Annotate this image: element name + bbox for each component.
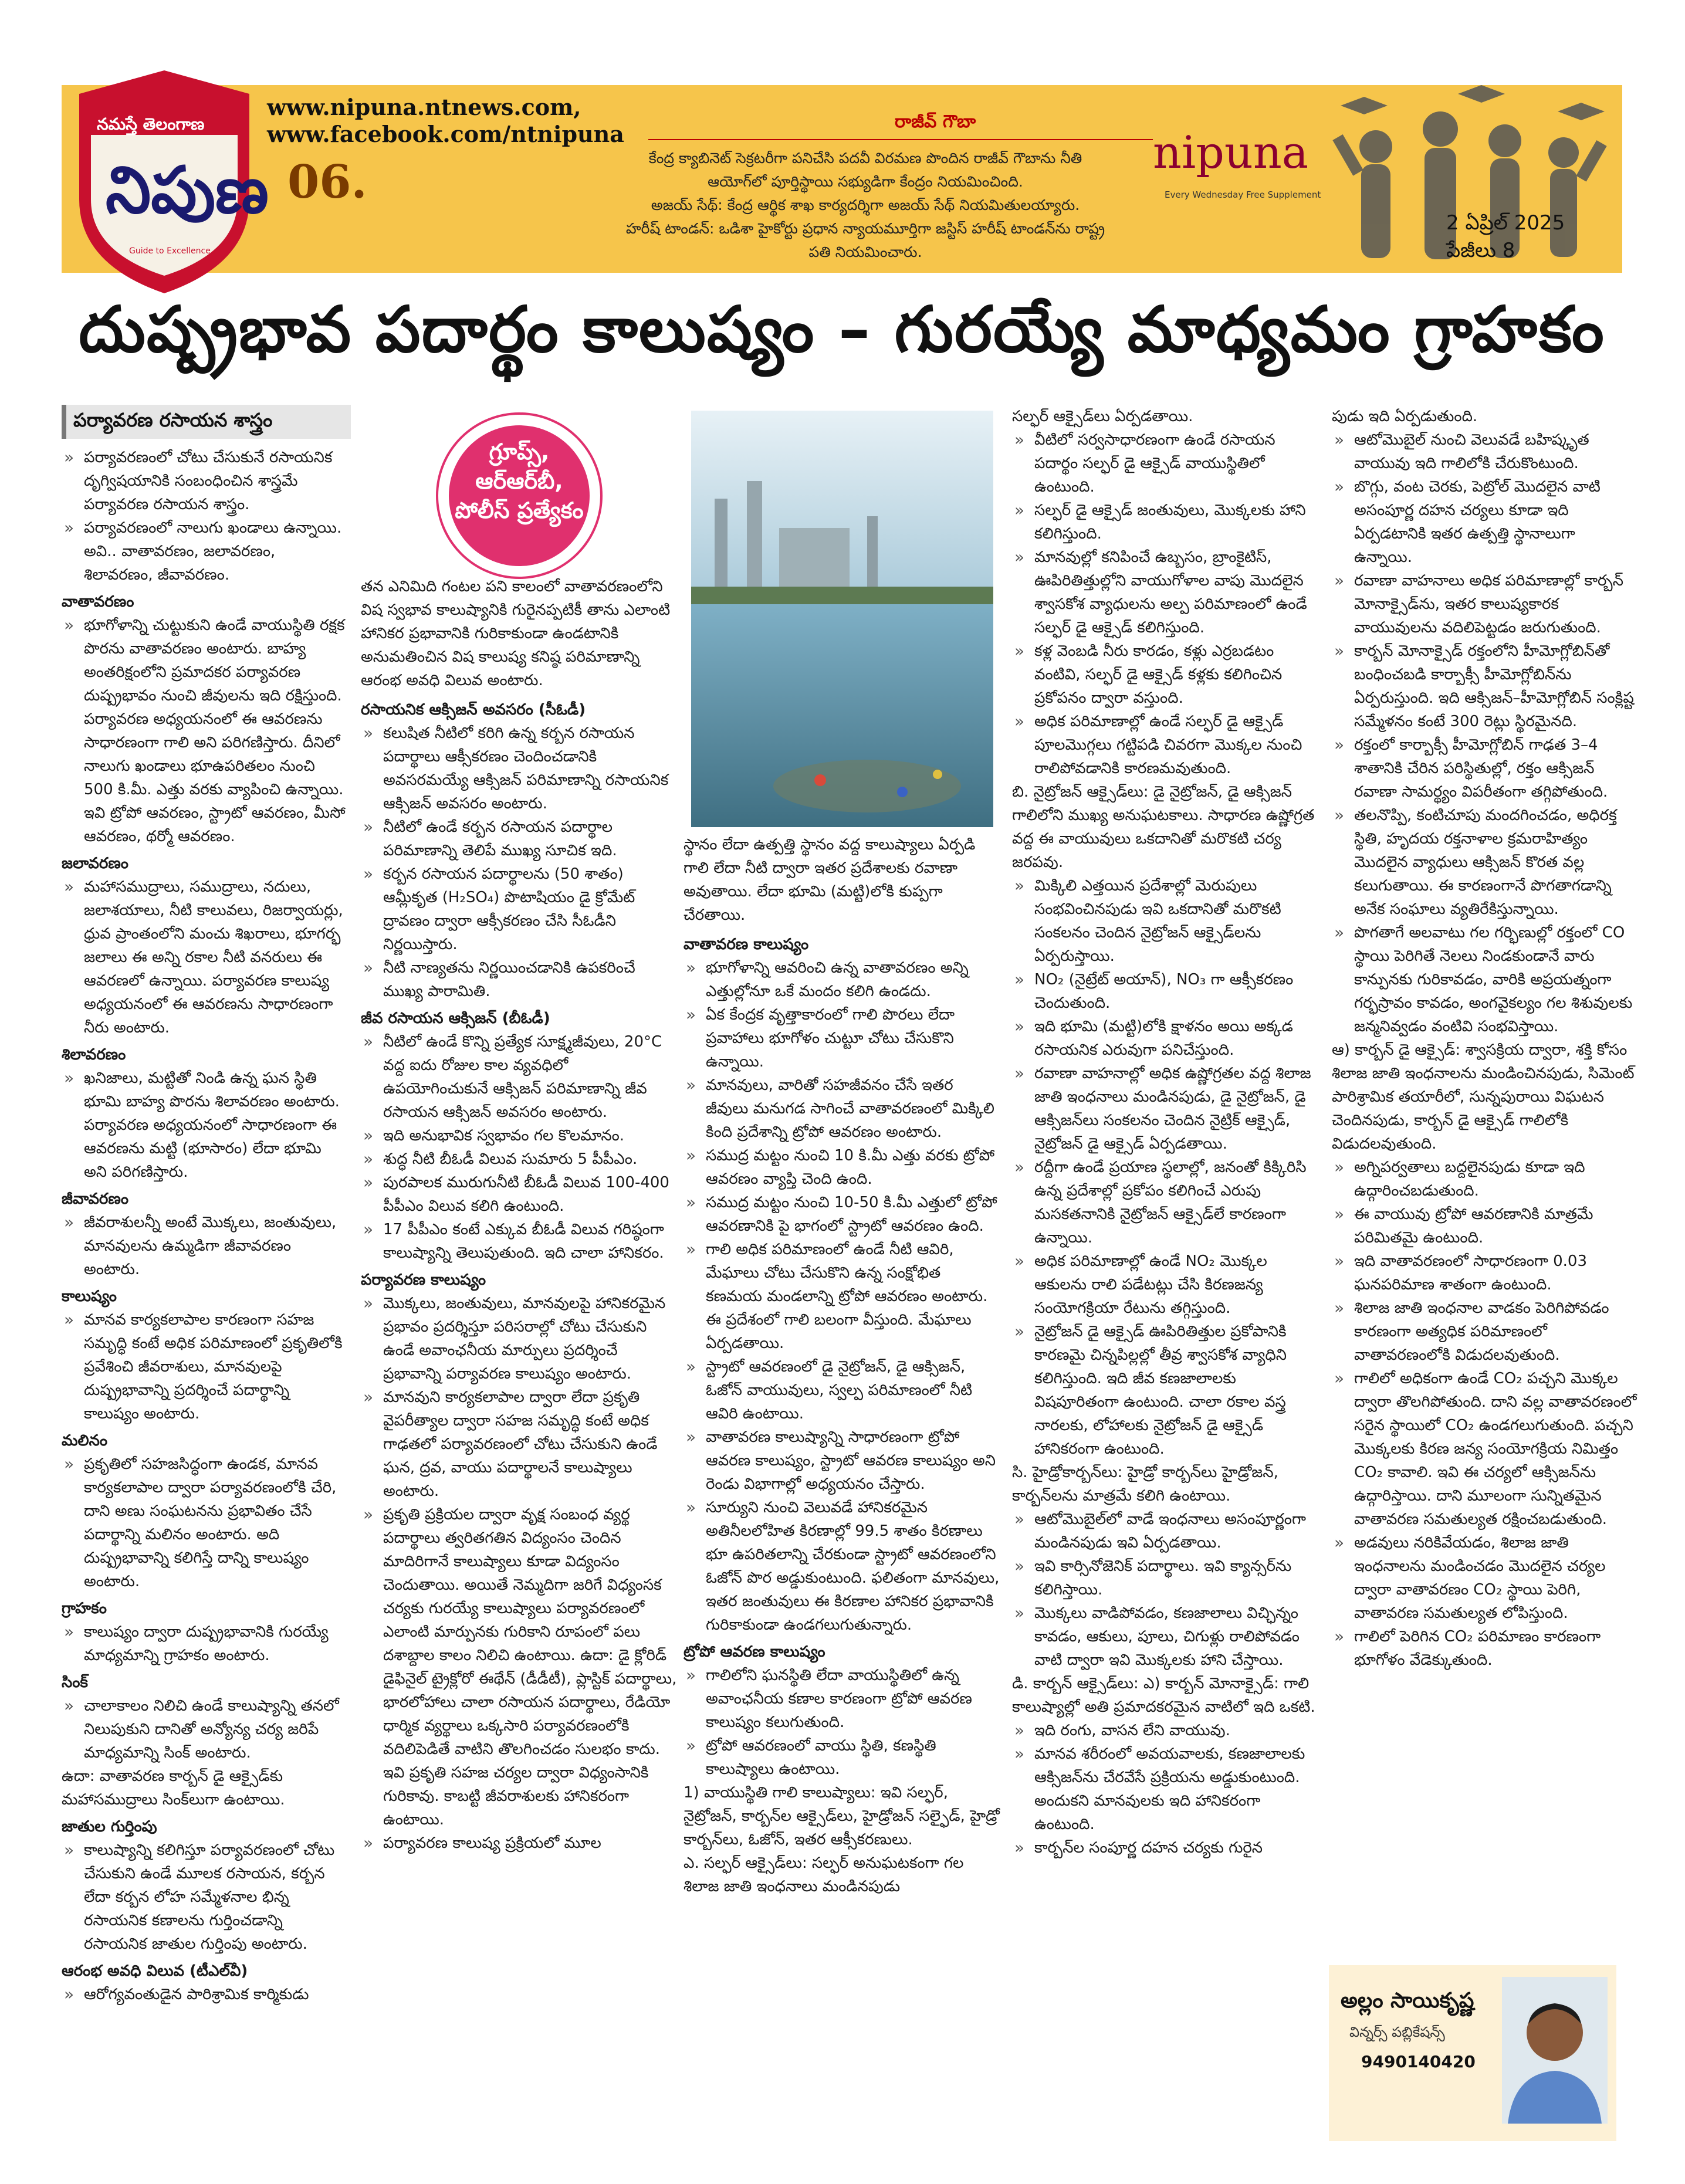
author-photo <box>1502 1977 1608 2124</box>
paragraph: ఉదా: వాతావరణ కార్బన్ డై ఆక్సైడ్‌కు మహాసముద్రాలు సింక్‌లుగా ఉంటాయి. <box>62 1767 285 1809</box>
author-phone: 9490140420 <box>1361 2052 1476 2071</box>
paragraph: పుడు ఇది ఏర్పడుతుంది. <box>1332 408 1478 425</box>
bullet-paragraph: » ప్రకృతి ప్రక్రియల ద్వారా వృక్ష సంబంధ వ్యర్థ పదార్థాలు త్వరితగతిన విద్యంసం చెందిన మాదిరిగానే కాలుష్యాలు కూడా విద్యంసం చెందుతాయి. అయితే నెమ్మదిగా జరిగే విధ్యంసక చర్యకు గురయ్యే కాలుష్యాలు పర్యావరణంలో ఎలాంటి మార్పునకు గురికాని రూపంలో పలు దశాబ్దాల కాలం నిలిచి ఉంటాయి. ఉదా: డై క్లోరిడ్ డైఫినైల్ ట్రైక్లోరో ఈథేన్ (డీడీటీ), ప్లాస్టిక్ పదార్థాలు, భారలోహాలు చాలా రసాయన పదార్థాలు, రేడియో ధార్మిక వ్యర్థాలు ఒక్కసారి పర్యావరణంలోకి వదిలిపెడితే వాటిని తొలగించడం సులభం కాదు. ఇవి ప్రకృతి సహజ చర్యల ద్వారా విధ్యంసానికి గురికావు. కాబట్టి జీవరాశులకు హానికరంగా ఉంటాయి. <box>361 1503 678 1831</box>
web-link[interactable]: www.nipuna.ntnews.com, <box>267 94 581 120</box>
article-column-3-top: స్థానం లేదా ఉత్పత్తి స్థానం వద్ద కాలుష్యాలు ఏర్పడి గాలి లేదా నీటి ద్వారా ఇతర ప్రదేశాలకు రవాణా అవుతాయి. లేదా భూమి (మట్టి)లోకి కుప్పగా చేరతాయి. <box>684 836 976 924</box>
bullet-paragraph: » పొగతాగే అలవాటు గల గర్భిణుల్లో రక్తంలో CO స్థాయి పెరిగితే నెలలు నిండకుండానే వారు కాన్పునకు గురికావడం, వారికి అప్రయత్నంగా గర్భస్రావం కావడం, అంగవైకల్యం గల శిశువులకు జన్మనివ్వడం వంటివి సంభవిస్తాయి. <box>1332 921 1637 1038</box>
paragraph: సల్ఫర్ ఆక్సైడ్‌లు ఏర్పడతాయి. <box>1012 408 1193 425</box>
bullet-paragraph: » నీటి నాణ్యతను నిర్ణయించడానికి ఉపకరించే ముఖ్య పారామితి. <box>361 956 678 1003</box>
subheading: ట్రోపో ఆవరణ కాలుష్యం <box>684 1643 825 1661</box>
paragraph: 1) వాయుస్థితి గాలి కాలుష్యాలు: ఇవి సల్ఫర్, నైట్రోజన్, కార్బన్‌ల ఆక్సైడ్‌లు, హైడ్రోజన్ సల్ఫైడ్, హైడ్రో కార్బన్‌లు, ఓజోన్, ఇతర ఆక్సీకరణులు. <box>684 1784 1000 1848</box>
bullet-paragraph: » నైట్రోజన్ డై ఆక్సైడ్ ఊపిరితిత్తుల ప్రకోపానికి కారణమై చిన్నపిల్లల్లో తీవ్ర శ్వాసకోశ వ్యాధిని కలిగిస్తుంది. ఇది జీవ కణజాలాలకు విషపూరితంగా ఉంటుంది. చాలా రకాల వస్త్ర నారలకు, లోహాలకు నైట్రోజన్ డై ఆక్సైడ్ హానికరంగా ఉంటుంది. <box>1012 1320 1317 1461</box>
news-brief-heading: రాజీవ్ గౌబా <box>895 111 976 132</box>
bullet-paragraph: » రవాణా వాహనాల్లో అధిక ఉష్ణోగ్రతల వద్ద శిలాజ జాతి ఇంధనాలు మండినపుడు, డై నైట్రోజన్, డై ఆక్సిజన్‌లు సంకలనం చెందిన నైట్రిక్ ఆక్సైడ్, నైట్రోజన్ డై ఆక్సైడ్ ఏర్పడతాయి. <box>1012 1062 1317 1156</box>
polluted-lake-photo <box>691 411 993 827</box>
bullet-paragraph: » కార్బన్ మోనాక్సైడ్ రక్తంలోని హీమోగ్లోబిన్‌తో బంధించబడి కార్బాక్సీ హీమోగ్లోబిన్‌ను ఏర్పరుస్తుంది. ఇది ఆక్సిజన్–హీమోగ్లోబిన్ సంక్లిష్ట సమ్మేళనం కంటే 300 రెట్లు స్థిరమైనది. <box>1332 639 1637 733</box>
bullet-paragraph: » ఖనిజాలు, మట్టితో నిండి ఉన్న ఘన స్థితి భూమి బాహ్య పొరను శిలావరణం అంటారు. పర్యావరణ అధ్యయనంలో సాధారణంగా ఈ ఆవరణను మట్టి (భూసారం) లేదా భూమి అని పరిగణిస్తారు. <box>62 1066 346 1184</box>
subheading: జలావరణం <box>62 855 128 872</box>
bullet-paragraph: » భూగోళాన్ని చుట్టుకుని ఉండే వాయుస్థితి రక్షక పొరను వాతావరణం అంటారు. బాహ్య అంతరిక్షంలోని ప్రమాదకర పర్యావరణ దుష్ప్రభావం నుంచి జీవులను ఇది రక్షిస్తుంది. పర్యావరణ అధ్యయనంలో ఈ ఆవరణను సాధారణంగా గాలి అని పరిగణిస్తారు. దీనిలో నాలుగు ఖండాలు భూఉపరితలం నుంచి 500 కి.మీ. ఎత్తు వరకు వ్యాపించి ఉన్నాయి. ఇవి ట్రోపో ఆవరణం, స్ట్రాటో ఆవరణం, మీసో ఆవరణం, థర్మో ఆవరణం. <box>62 614 346 848</box>
bullet-paragraph: » కార్బన్‌ల సంపూర్ణ దహన చర్యకు గురైన <box>1012 1836 1317 1860</box>
bullet-paragraph: » గాలి అధిక పరిమాణంలో ఉండే నీటి ఆవిరి, మేఘాలు చోటు చేసుకొని ఉన్న సంక్షోభిత కణమయ మండలాన్ని ట్రోపో ఆవరణం అంటారు. ఈ ప్రదేశంలో గాలి బలంగా వీస్తుంది. మేఘాలు ఏర్పడతాయి. <box>684 1238 1000 1355</box>
nipuna-wordmark: nipuna <box>1153 126 1309 178</box>
bullet-paragraph: » ఇది వాతావరణంలో సాధారణంగా 0.03 ఘనపరిమాణ శాతంగా ఉంటుంది. <box>1332 1250 1637 1296</box>
bullet-paragraph: » ఇవి కార్సినోజెనిక్ పదార్థాలు. ఇవి క్యాన్సర్‌ను కలిగిస్తాయి. <box>1012 1555 1317 1601</box>
bullet-paragraph: » రవాణా వాహనాలు అధిక పరిమాణాల్లో కార్బన్ మోనాక్సైడ్‌ను, ఇతర కాలుష్యకారక వాయువులను వదిలిపెట్టడం జరుగుతుంది. <box>1332 569 1637 639</box>
section-title: పర్యావరణ రసాయన శాస్త్రం <box>73 409 273 431</box>
bullet-paragraph: » శుద్ధ నీటి బీఓడీ విలువ సుమారు 5 పీపీఎం. <box>361 1147 678 1171</box>
article-column-2-top: తన ఎనిమిది గంటల పని కాలంలో వాతావరణంలోని విష స్వభావ కాలుష్యానికి గురైనప్పటికీ తాను ఎలాంటి హానికర ప్రభావానికి గురికాకుండా ఉండటానికి అనుమతించిన విష కాలుష్య కనిష్ఠ పరిమాణాన్ని ఆరంభ అవధి విలువ అంటారు. <box>361 578 671 689</box>
article-column-2 <box>361 695 678 1855</box>
bullet-paragraph: » మానవ శరీరంలో అవయవాలకు, కణజాలాలకు ఆక్సిజన్‌ను చేరవేసే ప్రక్రియను అడ్డుకుంటుంది. అందుకని మానవులకు ఇది హానికరంగా ఉంటుంది. <box>1012 1742 1317 1836</box>
bullet-paragraph: » బొగ్గు, వంట చెరకు, పెట్రోల్ మొదలైన వాటి అసంపూర్ణ దహన చర్యలు కూడా ఇది ఏర్పడటానికి ఇతర ఉత్పత్తి స్థానాలుగా ఉన్నాయి. <box>1332 475 1637 569</box>
bullet-paragraph: » మానవుని కార్యకలాపాల ద్వారా లేదా ప్రకృతి వైపరీత్యాల ద్వారా సహజ సమృద్ధి కంటే అధిక గాఢతలో పర్యావరణంలో చోటు చేసుకుని ఉండే ఘన, ద్రవ, వాయు పదార్థాలనే కాలుష్యాలు అంటారు. <box>361 1386 678 1503</box>
badge-title: నిపుణ <box>106 153 269 228</box>
bullet-paragraph: » స్ట్రాటో ఆవరణంలో డై నైట్రోజన్, డై ఆక్సిజన్, ఓజోన్ వాయువులు, స్వల్ప పరిమాణంలో నీటి ఆవిరి ఉంటాయి. <box>684 1355 1000 1425</box>
paragraph: సి. హైడ్రోకార్బన్‌లు: హైడ్రో కార్బన్‌లు హైడ్రోజన్, కార్బన్‌లను మాత్రమే కలిగి ఉంటాయి. <box>1012 1464 1278 1505</box>
bullet-paragraph: » ట్రోపో ఆవరణంలో వాయు స్థితి, కణస్థితి కాలుష్యాలు ఉంటాయి. <box>684 1734 1000 1781</box>
bullet-paragraph: » NO₂ (నైట్రేట్ అయాన్), NO₃ గా ఆక్సీకరణం చెందుతుంది. <box>1012 968 1317 1015</box>
bullet-paragraph: » మానవుల్లో కనిపించే ఉబ్బసం, బ్రాంకైటిస్, ఊపిరితిత్తుల్లోని వాయుగోళాల వాపు మొదలైన శ్వాసకోశ వ్యాధులను అల్ప పరిమాణంలో ఉండే సల్ఫర్ డై ఆక్సైడ్ కలిగిస్తుంది. <box>1012 546 1317 639</box>
bullet-paragraph: » మొక్కలు వాడిపోవడం, కణజాలాలు విచ్ఛిన్నం కావడం, ఆకులు, పూలు, చిగుళ్లు రాలిపోవడం వాటి ద్వారా ఇవి మొక్కలకు హాని చేస్తాయి. <box>1012 1601 1317 1672</box>
bullet-paragraph: » అధిక పరిమాణాల్లో ఉండే సల్ఫర్ డై ఆక్సైడ్ పూలమొగ్గలు గట్టిపడి చివరగా మొక్కల నుంచి రాలిపోవడానికి కారణమవుతుంది. <box>1012 710 1317 780</box>
facebook-link[interactable]: www.facebook.com/ntnipuna <box>267 121 624 147</box>
bullet-paragraph: » పురపాలక మురుగునీటి బీఓడీ విలువ 100-400 పీపీఎం విలువ కలిగి ఉంటుంది. <box>361 1171 678 1218</box>
bullet-paragraph: » శిలాజ జాతి ఇంధనాల వాడకం పెరిగిపోవడం కారణంగా అత్యధిక పరిమాణంలో వాతావరణంలోకి విడుదలవుతుంది. <box>1332 1296 1637 1367</box>
bullet-paragraph: » కలుషిత నీటిలో కరిగి ఉన్న కర్బన రసాయన పదార్థాలు ఆక్సీకరణం చెందించడానికి అవసరమయ్యే ఆక్సిజన్ పరిమాణాన్ని రసాయనిక ఆక్సిజన్ అవసరం అంటారు. <box>361 722 678 815</box>
bullet-paragraph: » నీటిలో ఉండే కర్బన రసాయన పదార్థాల పరిమాణాన్ని తెలిపే ముఖ్య సూచిక ఇది. <box>361 815 678 862</box>
bullet-paragraph: » గాలిలో అధికంగా ఉండే CO₂ పచ్చని మొక్కల ద్వారా తొలగిపోతుంది. దాని వల్ల వాతావరణంలో సరైన స్థాయిలో CO₂ ఉండగలుగుతుంది. పచ్చని మొక్కలకు కిరణ జన్య సంయోగక్రియ నిమిత్తం CO₂ కావాలి. ఇవి ఈ చర్యలో ఆక్సిజన్‌ను ఉద్గారిస్తాయి. దాని మూలంగా సున్నితమైన వాతావరణ సమతుల్యత రక్షించబడుతుంది. <box>1332 1367 1637 1531</box>
bullet-paragraph: » సముద్ర మట్టం నుంచి 10-50 కి.మీ ఎత్తులో ట్రోపో ఆవరణానికి పై భాగంలో స్ట్రాటో ఆవరణం ఉంది. <box>684 1191 1000 1238</box>
author-organization: విన్నర్స్ పబ్లికేషన్స్ <box>1349 2024 1445 2040</box>
supplement-tagline: Every Wednesday Free Supplement <box>1165 189 1321 200</box>
bullet-paragraph: » ఏక కేంద్రక వృత్తాకారంలో గాలి పొరలు లేదా ప్రవాహాలు భూగోళం చుట్టూ చోటు చేసుకొని ఉన్నాయి. <box>684 1003 1000 1074</box>
bullet-paragraph: » కర్బన రసాయన పదార్థాలను (50 శాతం) ఆమ్లీకృత (H₂SO₄) పొటాషియం డై క్రోమేట్ ద్రావణం ద్వారా ఆక్సీకరణం చేసి సీఓడీని నిర్ణయిస్తారు. <box>361 862 678 956</box>
subheading: కాలుష్యం <box>62 1288 117 1305</box>
paragraph: ఎ. సల్ఫర్ ఆక్సైడ్‌లు: సల్ఫర్ అనుఘటకంగా గల శిలాజ జాతి ఇంధనాలు మండినపుడు <box>684 1854 964 1895</box>
subheading: జీవావరణం <box>62 1190 129 1208</box>
bullet-paragraph: » చాలాకాలం నిలిచి ఉండే కాలుష్యాన్ని తనలో నిలుపుకుని దానితో అన్యోన్య చర్య జరిపే మాధ్యమాన్ని సింక్ అంటారు. <box>62 1694 346 1765</box>
subheading: పర్యావరణ కాలుష్యం <box>361 1271 486 1289</box>
bullet-paragraph: » ఆరోగ్యవంతుడైన పారిశ్రామిక కార్మికుడు <box>62 1983 346 2006</box>
paragraph: డి. కార్బన్ ఆక్సైడ్‌లు: ఎ) కార్బన్ మోనాక్సైడ్: గాలి కాలుష్యాల్లో అతి ప్రమాదకరమైన వాటిలో ఇది ఒకటి. <box>1012 1675 1315 1716</box>
bullet-paragraph: » పర్యావరణ కాలుష్య ప్రక్రియలో మూల <box>361 1831 678 1855</box>
subheading: వాతావరణం <box>62 593 134 611</box>
bullet-paragraph: » అధిక పరిమాణాల్లో ఉండే NO₂ మొక్కల ఆకులను రాలి పడేటట్లు చేసి కిరణజన్య సంయోగక్రియా రేటును తగ్గిస్తుంది. <box>1012 1250 1317 1320</box>
bullet-paragraph: » కాలుష్యాన్ని కలిగిస్తూ పర్యావరణంలో చోటు చేసుకుని ఉండే మూలక రసాయన, కర్బన లేదా కర్బన లోహ సమ్మేళనాల భిన్న రసాయనిక కణాలను గుర్తించడాన్ని రసాయనిక జాతుల గుర్తింపు అంటారు. <box>62 1838 346 1956</box>
exam-special-text: గ్రూప్స్, ఆర్‌ఆర్‌బీ, పోలీస్ ప్రత్యేకం <box>455 439 584 523</box>
paragraph: ఆ) కార్బన్ డై ఆక్సైడ్: శ్వాసక్రియ ద్వారా, శక్తి కోసం శిలాజ జాతి ఇంధనాలను మండించినపుడు, సిమెంట్ పారిశ్రామిక తయారీలో, సున్నపురాయి విఘటన చెందినపుడు, కార్బన్ డై ఆక్సైడ్ గాలిలోకి విడుదలవుతుంది. <box>1332 1041 1635 1153</box>
subheading: గ్రాహకం <box>62 1600 107 1617</box>
bullet-paragraph: » ఈ వాయువు ట్రోపో ఆవరణానికి మాత్రమే పరిమితమై ఉంటుంది. <box>1332 1203 1637 1250</box>
news-line: కేంద్ర క్యాబినెట్ సెక్రటరీగా పనిచేసి పదవీ విరమణ పొందిన రాజీవ్ గౌబాను నీతి <box>648 150 1082 167</box>
bullet-paragraph: » రక్తంలో కార్బాక్సీ హీమోగ్లోబిన్ గాఢత 3–4 శాతానికి చేరిన పరిస్థితుల్లో, రక్తం ఆక్సిజన్ రవాణా సామర్థ్యం విపరీతంగా తగ్గిపోతుంది. <box>1332 733 1637 804</box>
page-count: పేజీలు 8 <box>1446 239 1515 262</box>
bullet-paragraph: » సల్ఫర్ డై ఆక్సైడ్ జంతువులు, మొక్కలకు హాని కలిగిస్తుంది. <box>1012 499 1317 546</box>
subheading: రసాయనిక ఆక్సిజన్ అవసరం (సీఓడీ) <box>361 701 586 719</box>
issue-number: 06. <box>287 155 367 209</box>
news-line: ఆయోగ్‌లో పూర్తిస్థాయి సభ్యుడిగా కేంద్రం నియమించింది. <box>708 173 1023 190</box>
badge-subtitle: Guide to Excellence <box>129 246 211 256</box>
paragraph: బి. నైట్రోజన్ ఆక్సైడ్‌లు: డై నైట్రోజన్, డై ఆక్సిజన్ గాలిలోని ముఖ్య అనుఘటకాలు. సాధారణ ఉష్ణోగ్రత వద్ద ఈ వాయువులు ఒకదానితో మరొకటి చర్య జరపవు. <box>1012 783 1315 871</box>
subheading: మలినం <box>62 1432 108 1450</box>
header-links <box>267 94 624 148</box>
bullet-paragraph: » వీటిలో సర్వసాధారణంగా ఉండే రసాయన పదార్థం సల్ఫర్ డై ఆక్సైడ్ వాయుస్థితిలో ఉంటుంది. <box>1012 428 1317 499</box>
bullet-paragraph: » ఆటోమొబైల్‌లో వాడే ఇంధనాలు అసంపూర్ణంగా మండినపుడు ఇవి ఏర్పడతాయి. <box>1012 1508 1317 1555</box>
article-column-4 <box>1012 405 1317 1860</box>
bullet-paragraph: » 17 పీపీఎం కంటే ఎక్కువ బీఓడీ విలువ గరిష్ఠంగా కాలుష్యాన్ని తెలుపుతుంది. ఇది చాలా హానికరం. <box>361 1218 678 1265</box>
bullet-paragraph: » ఇది రంగు, వాసన లేని వాయువు. <box>1012 1719 1317 1742</box>
bullet-paragraph: » తలనొప్పి, కంటిచూపు మందగించడం, అధిరక్త స్థితి, హృదయ రక్తనాళాల క్రమరాహిత్యం మొదలైన వ్యాధులు ఆక్సిజన్ కొరత వల్ల కలుగుతాయి. ఈ కారణంగానే పొగతాగడాన్ని అనేక సంఘాలు వ్యతిరేకిస్తున్నాయి. <box>1332 804 1637 921</box>
bullet-paragraph: » మిక్కిలి ఎత్తయిన ప్రదేశాల్లో మెరుపులు సంభవించినపుడు ఇవి ఒకదానితో మరొకటి సంకలనం చెందిన నైట్రోజన్ ఆక్సైడ్‌లను ఏర్పరుస్తాయి. <box>1012 874 1317 968</box>
bullet-paragraph: » సూర్యుని నుంచి వెలువడే హానికరమైన అతినీలలోహిత కిరణాల్లో 99.5 శాతం కిరణాలు భూ ఉపరితలాన్ని చేరకుండా స్ట్రాటో ఆవరణంలోని ఓజోన్ పొర అడ్డుకుంటుంది. ఫలితంగా మానవులు, ఇతర జంతువులు ఈ కిరణాల హానికర ప్రభావానికి గురికాకుండా ఉండగలుగుతున్నారు. <box>684 1496 1000 1637</box>
bullet-paragraph: » కాలుష్యం ద్వారా దుష్ప్రభావానికి గురయ్యే మాధ్యమాన్ని గ్రాహకం అంటారు. <box>62 1620 346 1667</box>
subheading: జాతుల గుర్తింపు <box>62 1818 157 1836</box>
news-brief-divider <box>648 139 1153 140</box>
bullet-paragraph: » ఆటోమొబైల్ నుంచి వెలువడే బహిష్కృత వాయువు ఇది గాలిలోకి చేరుకొంటుంది. <box>1332 428 1637 475</box>
bullet-paragraph: » రద్దీగా ఉండే ప్రయాణ స్థలాల్లో, జనంతో కిక్కిరిసి ఉన్న ప్రదేశాల్లో ప్రకోపం కలిగించే ఎరుపు మసకతనానికి నైట్రోజన్ ఆక్సైడ్‌లే కారణంగా ఉన్నాయి. <box>1012 1156 1317 1250</box>
masthead-banner <box>62 85 1622 273</box>
subheading: వాతావరణ కాలుష్యం <box>684 936 809 953</box>
bullet-paragraph: » మొక్కలు, జంతువులు, మానవులపై హానికరమైన ప్రభావం ప్రదర్శిస్తూ పరిసరాల్లో చోటు చేసుకుని ఉండే అవాంఛనీయ మార్పులు ప్రదర్శించే ప్రభావాన్ని పర్యావరణ కాలుష్యం అంటారు. <box>361 1292 678 1386</box>
bullet-paragraph: » కళ్ల వెంబడి నీరు కారడం, కళ్లు ఎర్రబడటం వంటివి, సల్ఫర్ డై ఆక్సైడ్ కళ్లకు కలిగించిన ప్రకోపనం ద్వారా వస్తుంది. <box>1012 639 1317 710</box>
article-headline: దుష్ప్రభావ పదార్థం కాలుష్యం – గురయ్యే మాధ్యమం గ్రాహకం <box>79 293 1605 367</box>
bullet-paragraph: » గాలిలోని ఘనస్థితి లేదా వాయుస్థితిలో ఉన్న అవాంఛనీయ కణాల కారణంగా ట్రోపో ఆవరణ కాలుష్యం కలుగుతుంది. <box>684 1664 1000 1734</box>
bullet-paragraph: » అగ్నిపర్వతాలు బద్దలైనపుడు కూడా ఇది ఉద్గారించబడుతుంది. <box>1332 1156 1637 1203</box>
news-line: పతి నియమించారు. <box>808 243 922 260</box>
bullet-paragraph: » సముద్ర మట్టం నుంచి 10 కి.మీ ఎత్తు వరకు ట్రోపో ఆవరణం వ్యాప్తి చెంది ఉంది. <box>684 1144 1000 1191</box>
bullet-paragraph: » మానవ కార్యకలాపాల కారణంగా సహజ సమృద్ధి కంటే అధిక పరిమాణంలో ప్రకృతిలోకి ప్రవేశించి జీవరాశులు, మానవులపై దుష్ప్రభావాన్ని ప్రదర్శించే పదార్థాన్ని కాలుష్యం అంటారు. <box>62 1308 346 1425</box>
bullet-paragraph: » అడవులు నరికివేయడం, శిలాజ జాతి ఇంధనాలను మండించడం మొదలైన చర్యల ద్వారా వాతావరణం CO₂ స్థాయి పెరిగి, వాతావరణ సమతుల్యత లోపిస్తుంది. <box>1332 1531 1637 1625</box>
article-column-5 <box>1332 405 1637 1672</box>
badge-top-text: నమస్తే తెలంగాణ <box>97 114 205 134</box>
news-brief-body <box>572 147 1159 264</box>
bullet-paragraph: » భూగోళాన్ని ఆవరించి ఉన్న వాతావరణం అన్ని ఎత్తుల్లోనూ ఒకే మందం కలిగి ఉండదు. <box>684 956 1000 1003</box>
news-line: హరీష్ టాండన్: ఒడిశా హైకోర్టు ప్రధాన న్యాయమూర్తిగా జస్టిస్ హరీష్ టాండన్‌ను రాష్ట్ర <box>625 220 1105 237</box>
bullet-paragraph: » వాతావరణ కాలుష్యాన్ని సాధారణంగా ట్రోపో ఆవరణ కాలుష్యం, స్ట్రాటో ఆవరణ కాలుష్యం అని రెండు విభాగాల్లో అధ్యయనం చేస్తారు. <box>684 1425 1000 1496</box>
bullet-paragraph: » జీవరాశులన్నీ అంటే మొక్కలు, జంతువులు, మానవులను ఉమ్మడిగా జీవావరణం అంటారు. <box>62 1211 346 1281</box>
bullet-paragraph: » ఇది భూమి (మట్టి)లోకి క్షాళనం అయి అక్కడ రసాయనిక ఎరువుగా పనిచేస్తుంది. <box>1012 1015 1317 1062</box>
subheading: జీవ రసాయన ఆక్సిజన్ (బీఓడీ) <box>361 1010 550 1027</box>
bullet-paragraph: » పర్యావరణంలో నాలుగు ఖండాలు ఉన్నాయి. అవి.. వాతావరణం, జలావరణం, శిలావరణం, జీవావరణం. <box>62 516 346 587</box>
subheading: ఆరంభ అవధి విలువ (టీఎల్‌వీ) <box>62 1962 248 1980</box>
bullet-paragraph: » నీటిలో ఉండే కొన్ని ప్రత్యేక సూక్ష్మజీవులు, 20°C వద్ద ఐదు రోజుల కాల వ్యవధిలో ఉపయోగించుకునే ఆక్సిజన్ పరిమాణాన్ని జీవ రసాయన ఆక్సిజన్ అవసరం అంటారు. <box>361 1030 678 1124</box>
bullet-paragraph: » ఇది అనుభావిక స్వభావం గల కొలమానం. <box>361 1124 678 1147</box>
bullet-paragraph: » ప్రకృతిలో సహజసిద్ధంగా ఉండక, మానవ కార్యకలాపాల ద్వారా పర్యావరణంలోకి చేరి, దాని అణు సంఘటనను ప్రభావితం చేసే పదార్థాన్ని మలినం అంటారు. అది దుష్ప్రభావాన్ని కలిగిస్తే దాన్ని కాలుష్యం అంటారు. <box>62 1452 346 1593</box>
article-column-3 <box>684 929 1000 1898</box>
news-line: అజయ్ సేథ్: కేంద్ర ఆర్థిక శాఖ కార్యదర్శిగా అజయ్ సేథ్ నియమితులయ్యారు. <box>651 197 1080 214</box>
article-column-1 <box>62 446 346 2006</box>
bullet-paragraph: » మహాసముద్రాలు, సముద్రాలు, నదులు, జలాశయాలు, నీటి కాలువలు, రిజర్వాయర్లు, ధ్రువ ప్రాంతంలోని మంచు శిఖరాలు, భూగర్భ జలాలు ఈ అన్ని రకాల నీటి వనరులు ఈ ఆవరణలో ఉన్నాయి. పర్యావరణ కాలుష్య అధ్యయనంలో ఈ ఆవరణను సాధారణంగా నీరు అంటారు. <box>62 875 346 1039</box>
subheading: శిలావరణం <box>62 1046 126 1064</box>
bullet-paragraph: » గాలిలో పెరిగిన CO₂ పరిమాణం కారణంగా భూగోళం వేడెక్కుతుంది. <box>1332 1625 1637 1672</box>
publication-date: 2 ఏప్రిల్ 2025 <box>1446 211 1565 235</box>
bullet-paragraph: » పర్యావరణంలో చోటు చేసుకునే రసాయనిక దృగ్విషయానికి సంబంధించిన శాస్త్రమే పర్యావరణ రసాయన శాస్త్రం. <box>62 446 346 516</box>
bullet-paragraph: » మానవులు, వారితో సహజీవనం చేసే ఇతర జీవులు మనుగడ సాగించే వాతావరణంలో మిక్కిలి కింది ప్రదేశాన్ని ట్రోపో ఆవరణం అంటారు. <box>684 1074 1000 1144</box>
subheading: సింక్ <box>62 1674 89 1691</box>
author-name: అల్లం సాయికృష్ణ <box>1341 1989 1474 2013</box>
